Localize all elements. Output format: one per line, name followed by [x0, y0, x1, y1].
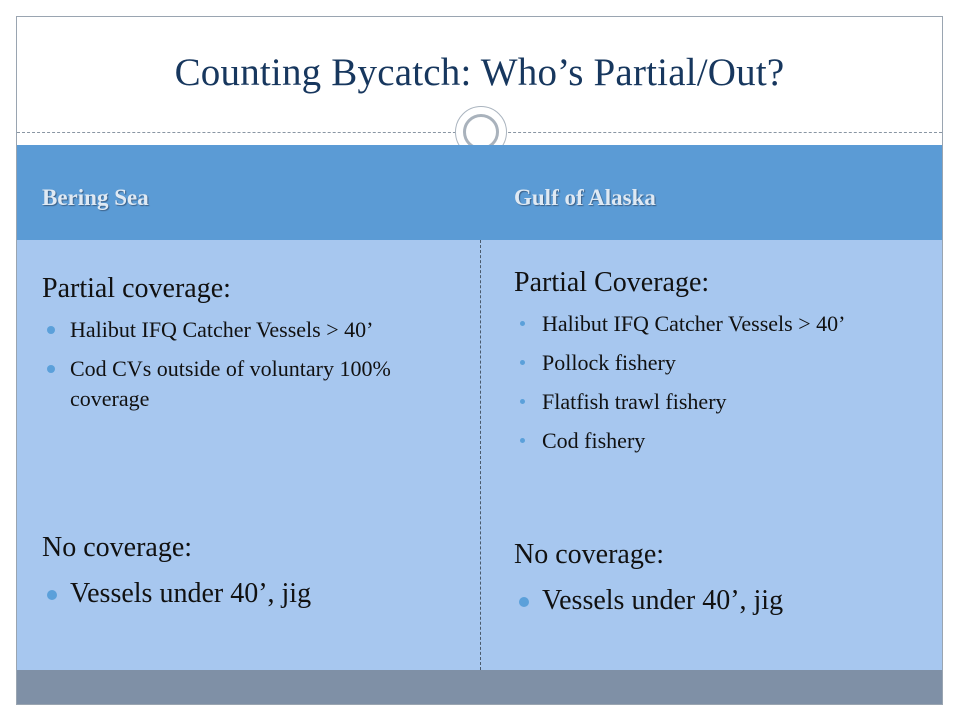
bullet-icon — [519, 597, 529, 607]
no-coverage-heading: No coverage: — [42, 532, 193, 563]
bullet-icon — [47, 365, 55, 373]
column-divider — [480, 240, 481, 670]
list-item: Halibut IFQ Catcher Vessels > 40’ — [42, 315, 452, 345]
column-header-band — [17, 145, 942, 240]
bullet-icon — [47, 590, 57, 600]
bullet-icon — [520, 399, 525, 404]
list-item: Pollock fishery — [514, 348, 924, 378]
list-item: Cod fishery — [514, 426, 924, 456]
footer-band — [17, 670, 942, 704]
bullet-icon — [520, 438, 525, 443]
partial-coverage-heading: Partial coverage: — [42, 273, 231, 304]
list-item: Vessels under 40’, jig — [514, 584, 924, 618]
column-header-gulf-of-alaska: Gulf of Alaska — [514, 185, 656, 210]
bullet-icon — [520, 360, 525, 365]
list-item: Halibut IFQ Catcher Vessels > 40’ — [514, 309, 924, 339]
partial-coverage-heading: Partial Coverage: — [514, 267, 710, 298]
no-coverage-heading: No coverage: — [514, 539, 665, 570]
list-item: Flatfish trawl fishery — [514, 387, 924, 417]
bullet-icon — [520, 321, 525, 326]
gulf-of-alaska-column — [514, 266, 924, 456]
no-coverage-list — [42, 577, 452, 611]
bering-sea-no-coverage — [42, 531, 452, 611]
bering-sea-column — [42, 272, 452, 414]
gulf-of-alaska-no-coverage — [514, 538, 924, 618]
list-item: Cod CVs outside of voluntary 100% coverage — [42, 354, 452, 414]
column-header-bering-sea: Bering Sea — [42, 185, 149, 210]
bullet-icon — [47, 326, 55, 334]
slide-title: Counting Bycatch: Who’s Partial/Out? — [174, 51, 785, 94]
partial-coverage-list — [514, 309, 924, 456]
list-item: Vessels under 40’, jig — [42, 577, 452, 611]
partial-coverage-list — [42, 315, 452, 414]
no-coverage-list — [514, 584, 924, 618]
